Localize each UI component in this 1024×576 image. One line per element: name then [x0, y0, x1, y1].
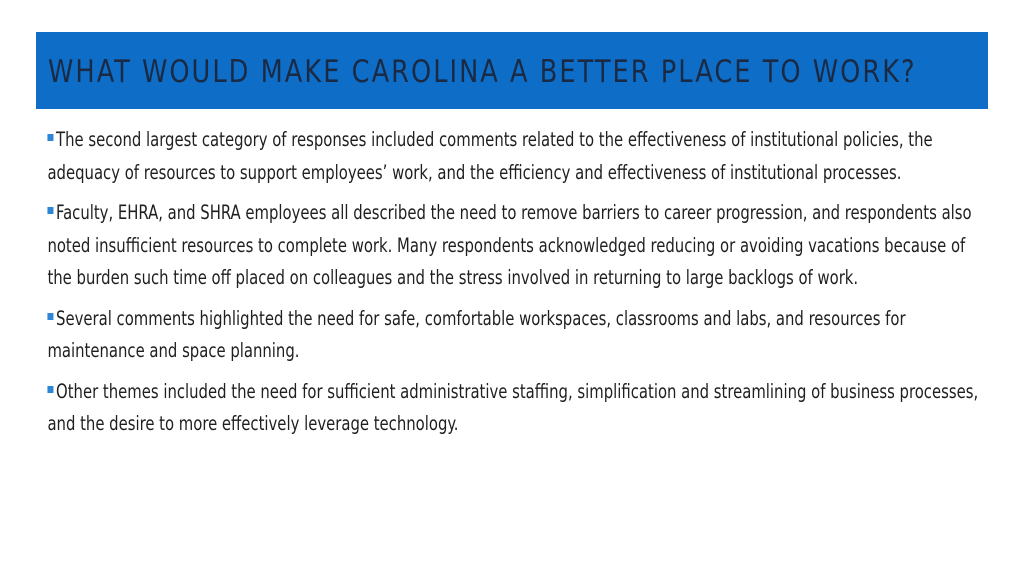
bullet-item	[44, 376, 993, 441]
bullet-square-icon	[47, 134, 53, 141]
bullet-square-icon	[47, 313, 53, 320]
bullet-text: Several comments highlighted the need for safe, comfortable workspaces, classrooms and labs, and resources for maintenance and space planning.	[47, 306, 906, 362]
bullet-item	[44, 197, 993, 295]
bullet-text: The second largest category of responses included comments related to the effectiveness of institutional policies, the adequacy of resources to support employees’ work, and the efficiency and effectiveness of institutional processes.	[47, 128, 933, 184]
slide-title: WHAT WOULD MAKE CAROLINA A BETTER PLACE TO WORK?	[48, 53, 917, 90]
bullet-square-icon	[47, 386, 53, 393]
title-bar	[36, 32, 988, 109]
bullet-item	[44, 303, 993, 368]
bullet-list	[44, 124, 994, 449]
bullet-item	[44, 124, 993, 189]
bullet-square-icon	[47, 207, 53, 214]
bullet-text: Faculty, EHRA, and SHRA employees all described the need to remove barriers to career progression, and respondents also noted insufficient resources to complete work. Many respondents acknowledged reducing or avoiding vacations because of the burden such time off placed on colleagues and the stress involved in returning to large backlogs of work.	[47, 201, 972, 289]
bullet-text: Other themes included the need for sufficient administrative staffing, simplification and streamlining of business processes, and the desire to more effectively leverage technology.	[47, 379, 979, 435]
